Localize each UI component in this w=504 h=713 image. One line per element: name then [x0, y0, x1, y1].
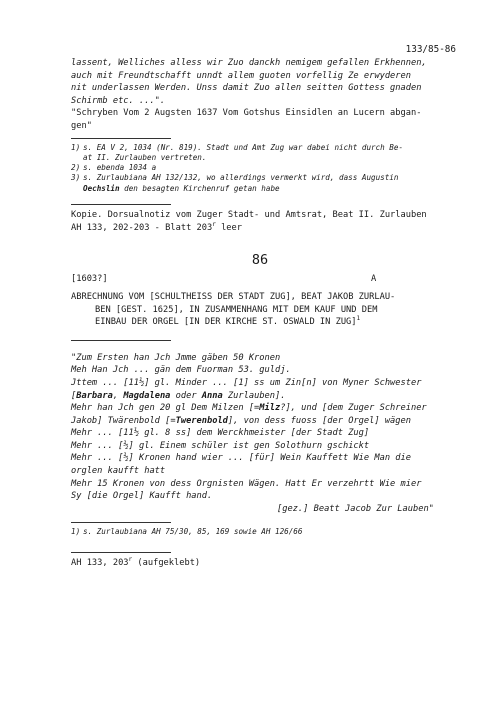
document-page: [71, 38, 449, 569]
footnote-number: 2): [71, 163, 81, 173]
superscript: r: [212, 220, 216, 228]
signature-line: [gez.] Beatt Jacob Zur Lauben": [277, 503, 434, 514]
source-note-line: leer: [215, 222, 242, 233]
document-heading: [71, 291, 449, 329]
account-line: Mehr ... [½] gl. Einem schüler ist gen Solothurn gschickt: [71, 440, 370, 451]
account-line: Mehr ... [½] Kronen hand wier ... [für] Wein Kauffett Wie Man die: [71, 453, 411, 464]
footnote-block: [71, 527, 449, 537]
source-note-line: AH 133, 202-203 - Blatt 203: [71, 222, 213, 233]
account-line: Sy [die Orgel] Kaufft hand.: [71, 491, 213, 502]
top-note-line: gen": [71, 120, 92, 131]
top-text-line: Schirmb etc. ...".: [71, 95, 166, 106]
account-line: Jttem ... [11½] gl. Minder ... [1] ss um Zin[n] von Myner Schwester: [71, 377, 422, 388]
bold-name: Milz: [259, 403, 281, 414]
top-note: [71, 107, 449, 132]
final-note-text: (aufgeklebt): [132, 557, 201, 568]
account-line: ,: [112, 390, 124, 401]
heading-line: EINBAU DER ORGEL [IN DER KIRCHE ST. OSWALD IN ZUG]: [95, 317, 357, 328]
source-note: [71, 209, 449, 234]
footnote-text: den besagten Kirchenruf getan habe: [119, 183, 280, 193]
page-number: 133/85-86: [405, 44, 456, 55]
account-line: Jakob] Twärenbold [=: [71, 415, 176, 426]
final-note: [71, 557, 449, 570]
superscript: r: [128, 555, 133, 563]
document-letter: A: [371, 274, 377, 285]
footnote-text: at II. Zurlauben vertreten.: [83, 152, 207, 162]
footnote-text: s. ebenda 1034 a: [83, 163, 157, 173]
bold-name: Twerenbold: [175, 415, 228, 426]
footnote-number: 1): [71, 142, 81, 152]
bold-name: Anna: [201, 390, 223, 401]
account-line: Meh Han Jch ... gän dem Fuorman 53. guldj.: [71, 365, 291, 376]
account-line: Zurlauben].: [222, 390, 286, 401]
source-note-line: Kopie. Dorsualnotiz vom Zuger Stadt- und Amtsrat, Beat II. Zurlauben: [71, 210, 427, 221]
document-date: [1603?]: [71, 274, 108, 285]
account-text: [71, 352, 449, 516]
account-line: ], von dess fuoss [der Orgel] wägen: [227, 415, 411, 426]
top-text-line: lassent, Welliches alless wir Zuo danckh nemigem gefallen Erkhennen,: [71, 58, 427, 68]
account-line: orglen kaufft hatt: [71, 466, 166, 477]
account-line: "Zum Ersten han Jch Jmme gäben 50 Kronen: [71, 352, 281, 363]
account-line: Mehr ... [11½ gl. 8 ss] dem Werckhmeister [der Stadt Zug]: [71, 428, 370, 439]
footnote-item: [71, 163, 449, 173]
top-text-line: auch mit Freundtschafft unndt allem guoten vorfellig Ze erwyderen: [71, 70, 411, 81]
bold-name: Magdalena: [123, 390, 171, 401]
top-text-line: nit underlassen Werden. Unss damit Zuo allen seitten Gottess gnaden: [71, 83, 422, 94]
final-note-text: AH 133, 203: [71, 557, 129, 568]
document-number: 86: [251, 252, 269, 269]
top-note-line: "Schryben Vom 2 Augsten 1637 Vom Gotshus Einsidlen an Lucern abgan-: [71, 108, 422, 119]
top-text: [71, 57, 449, 107]
account-line: Mehr 15 Kronen von dess Orgnisten Wägen. Hatt Er verzehrtt Wie mier: [71, 478, 422, 489]
account-line: ?], und [dem Zuger Schreiner: [280, 403, 427, 414]
account-line: Mehr han Jch gen 20 gl Dem Milzen [=: [71, 403, 260, 414]
footnote-number: 1): [71, 527, 81, 537]
date-row: [71, 274, 449, 284]
bold-name: Barbara: [76, 390, 113, 401]
heading-line: ABRECHNUNG VOM [SCHULTHEISS DER STADT ZUG], BEAT JAKOB ZURLAU-: [71, 292, 396, 303]
footnote-item: [71, 143, 449, 164]
heading-line: BEN [GEST. 1625], IN ZUSAMMENHANG MIT DEM KAUF UND DEM: [95, 304, 378, 315]
footnote-number: 3): [71, 173, 81, 183]
footnote-text: s. EA V 2, 1034 (Nr. 819). Stadt und Amt Zug war dabei nicht durch Be-: [83, 142, 404, 152]
superscript: 1: [356, 315, 361, 323]
footnote-text: s. Zurlaubiana AH 75/30, 85, 169 sowie AH 126/66: [83, 527, 303, 537]
footnote-bold-name: Oechslin: [83, 183, 120, 193]
footnote-text: s. Zurlaubiana AH 132/132, wo allerdings vermerkt wird, dass Augustin: [83, 173, 399, 183]
account-line: [: [71, 390, 77, 401]
footnote-item: [71, 173, 449, 194]
account-line: oder: [170, 390, 202, 401]
footnote-block: [71, 143, 449, 194]
